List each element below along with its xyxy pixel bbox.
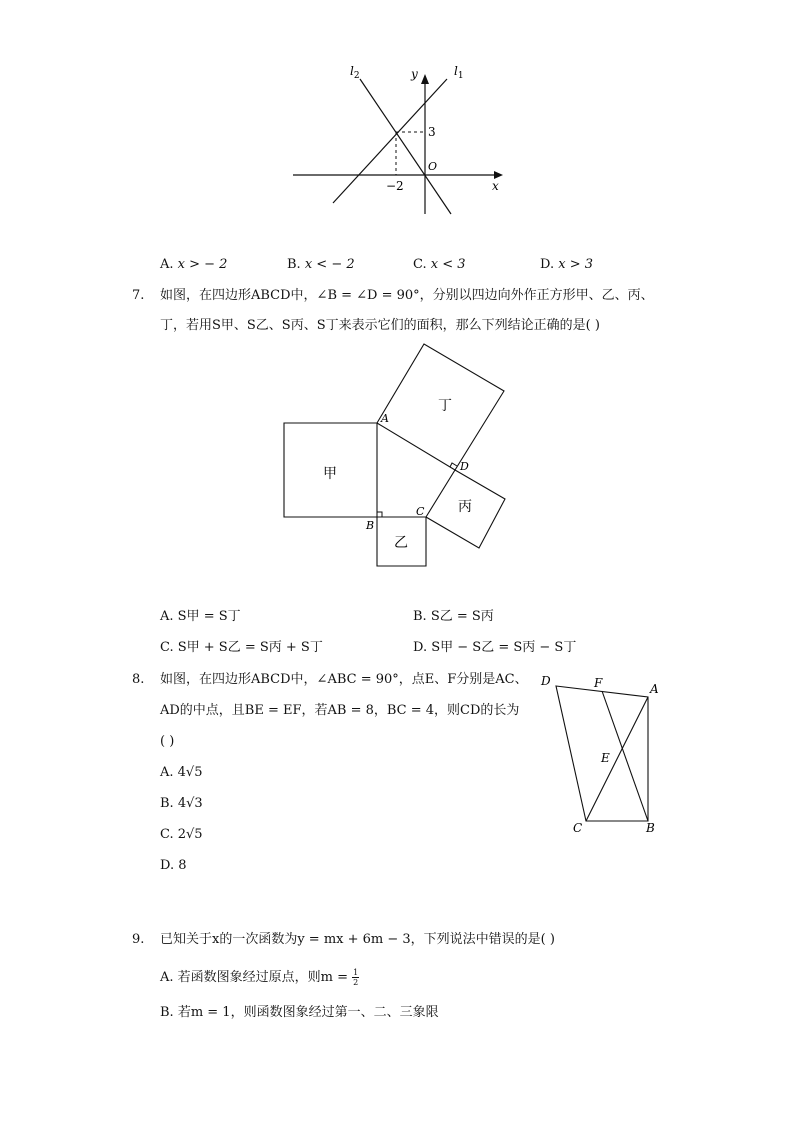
vertex-d-label: D xyxy=(460,460,469,473)
q6-option-b[interactable]: B. x < − 2 xyxy=(287,257,355,272)
vertex-a-label: A xyxy=(381,412,389,425)
q6-option-a[interactable]: A. x > − 2 xyxy=(160,257,228,272)
q9-number: 9. xyxy=(132,932,145,947)
q9-stem: 已知关于x的一次函数为y = mx + 6m − 3，下列说法中错误的是( ) xyxy=(160,932,555,947)
point-c-label: C xyxy=(573,821,583,835)
q8-stem-line2: AD的中点，且BE = EF，若AB = 8，BC = 4，则CD的长为 xyxy=(160,703,520,718)
q8-number: 8. xyxy=(132,672,145,687)
tick-label-neg-two: −2 xyxy=(386,179,404,193)
y-axis-label: y xyxy=(411,67,418,81)
x-axis-label: x xyxy=(492,179,499,193)
q7-option-a[interactable]: A. S甲 = S丁 xyxy=(160,609,241,624)
point-a-label: A xyxy=(650,682,659,696)
square-bing-label: 丙 xyxy=(458,499,472,515)
q7-option-b[interactable]: B. S乙 = S丙 xyxy=(413,609,494,624)
q6-option-c[interactable]: C. x < 3 xyxy=(413,257,466,272)
diagonal-ac xyxy=(586,697,648,821)
q7-option-d[interactable]: D. S甲 − S乙 = S丙 − S丁 xyxy=(413,640,577,655)
point-b-label: B xyxy=(646,821,655,835)
q8-option-a[interactable]: A. 4√5 xyxy=(160,765,203,780)
q8-option-c[interactable]: C. 2√5 xyxy=(160,827,203,842)
q8-stem-line1: 如图，在四边形ABCD中，∠ABC = 90°，点E、F分别是AC、 xyxy=(160,672,528,687)
origin-label: O xyxy=(428,160,438,173)
q7-option-c[interactable]: C. S甲 + S乙 = S丙 + S丁 xyxy=(160,640,323,655)
q9-option-a[interactable]: A. 若函数图象经过原点，则m = $\frac{1}{2}$ xyxy=(160,968,359,987)
vertex-b-label: B xyxy=(366,519,375,532)
tick-label-three: 3 xyxy=(428,125,436,139)
q8-stem-line3: ( ) xyxy=(160,734,175,749)
square-jia-label: 甲 xyxy=(323,466,337,482)
l1-label: $l_1$ xyxy=(454,64,464,81)
l2-label: $l_2$ xyxy=(350,64,360,81)
square-ding-label: 丁 xyxy=(438,398,452,414)
q9-option-b[interactable]: B. 若m = 1，则函数图象经过第一、二、三象限 xyxy=(160,1005,439,1020)
q8-option-d[interactable]: D. 8 xyxy=(160,858,187,873)
point-f-label: F xyxy=(594,676,603,690)
fraction-one-half: $\frac{1}{2}$ xyxy=(353,968,359,987)
vertex-c-label: C xyxy=(416,505,425,518)
square-yi-label: 乙 xyxy=(394,535,408,551)
point-e-label: E xyxy=(601,751,610,765)
q6-option-d[interactable]: D. x > 3 xyxy=(540,257,593,272)
q7-number: 7. xyxy=(132,288,145,303)
point-d-label: D xyxy=(541,674,551,688)
q7-stem-line1: 如图，在四边形ABCD中，∠B = ∠D = 90°，分别以四边向外作正方形甲、乙、丙、 xyxy=(160,288,654,303)
q7-stem-line2: 丁，若用S甲、S乙、S丙、S丁来表示它们的面积，那么下列结论正确的是( ) xyxy=(160,318,600,333)
q8-option-b[interactable]: B. 4√3 xyxy=(160,796,203,811)
